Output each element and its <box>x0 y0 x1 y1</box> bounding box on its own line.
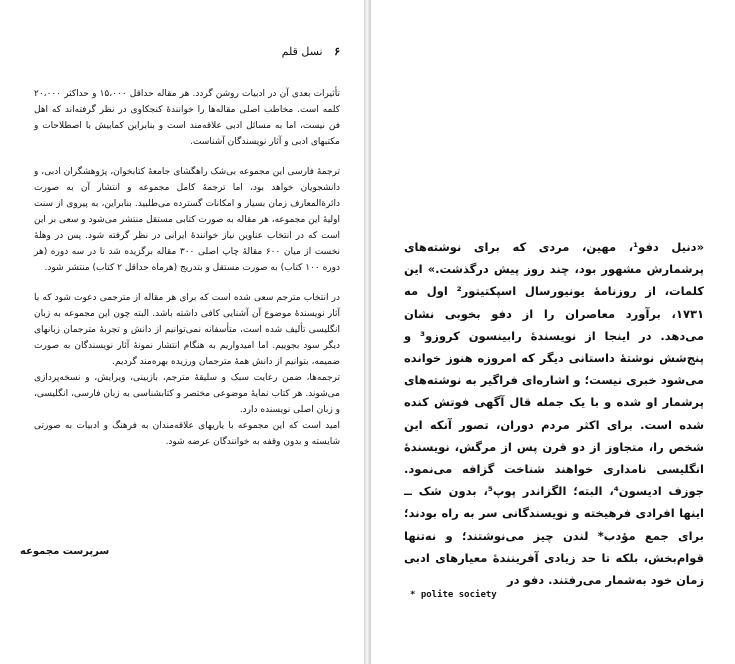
chapter-body <box>404 236 704 591</box>
editor-signature: سرپرست مجموعه <box>20 546 110 557</box>
running-head <box>276 45 340 58</box>
chapter-paragraph: «دنیل دفو¹، مهین، مردی که برای نوشته‌های پرشمارش مشهور بود، چند روز پیش درگذشت.» این کلمات، از روزنامهٔ یونیورسال اسپکتیتور² اول مه ۱۷۳۱، برآورد معاصران را از دفو بخوبی نشان می‌دهد. در اینجا از نویسندهٔ رابینسون کروزو³ و پنج‌شش نوشتهٔ داستانی دیگر که امروزه هنوز خوانده می‌شود خبری نیست؛ و اشاره‌ای فراگیر به نوشته‌های پرشمار او شده و با یک جمله قال آگهی فوتش کنده شده است. برای اکثر مردم دوران، تصور آنکه این شخص را، متجاوز از دو قرن پس از مرگش، نویسندهٔ انگلیسی نامداری خواهند شناخت گزافه می‌نمود. جوزف ادیسون⁴، البته؛ الگزاندر پوپ⁵، بدون شک ــ اینها افرادی فرهیخته و نویسندگانی سر به راه بودند؛ برای جمع مؤدب* لندن چیز می‌نوشتند؛ و نه‌تنها قوام‌بخش، بلکه تا حد زیادی آفرینندهٔ معیارهای ادبی زمان خود به‌شمار می‌رفتند. دفو در <box>404 240 705 588</box>
preface-paragraph: در انتخاب مترجم سعی شده است که برای هر مقاله از مترجمی دعوت شود که با آثار نویسندهٔ موضوع آن آشنایی کافی داشته باشد. البته چون این مجموعه به زبان انگلیسی تألیف شده است، متأسفانه نمی‌توانیم از دانش و تجربهٔ مترجمان زبانهای دیگر سود بجوییم. اما امیدواریم به هنگام انتشار نمونهٔ آثار نویسندگان به صورت ضمیمه، بتوانیم از دانش همهٔ مترجمان ورزیده بهره‌مند گردیم. <box>34 293 340 367</box>
preface-paragraph: تأثیرات بعدی آن در ادبیات روشن گردد. هر مقاله حداقل ۱۵،۰۰۰ و حداکثر ۲۰،۰۰۰ کلمه است. مخاطب اصلی مقاله‌ها را خوانندهٔ کنجکاوی در نظر گرفته‌اند که اهل فن نیست، اما به مسائل ادبی علاقه‌مند است و بنابراین کمابیش با اصطلاحات و مکتبهای ادبی و آثار نویسندگان آشناست. <box>34 89 340 147</box>
running-title: نسل قلم <box>281 45 323 58</box>
preface-paragraph: ترجمهٔ فارسی این مجموعه بی‌شک راهگشای جامعهٔ کتابخوان، پژوهشگران ادبی، و دانشجویان خواهد بود، اما ترجمهٔ کامل مجموعه و انتشار آن به صورت دائرةالمعارف زمان بسیار و امکانات گسترده می‌طلبید. بنابراین، به پیروی از سنت اولیهٔ این مجموعه، هر مقاله به صورت کتابی مستقل منتشر می‌شود و سعی بر این است که در انتخاب عناوین نیاز خوانندهٔ ایرانی در نظر گرفته شود. پس در وهلهٔ نخست از میان ۶۰۰ مقالهٔ چاپ اصلی ۳۰۰ مقاله برگزیده شد تا در سه دوره (هر دوره ۱۰۰ کتاب) به صورت مستقل و بتدریج (هرماه حداقل ۲ کتاب) منتشر شود. <box>34 167 341 273</box>
preface-paragraph: ترجمه‌ها، ضمن رعایت سبک و سلیقهٔ مترجم، بازبینی، ویرایش، و نسخه‌پردازی می‌شوند. هر کتاب نمایهٔ موضوعی مختصر و کتابشناسی به زبان فارسی، انگلیسی، و زبان اصلی نویسنده دارد. <box>34 373 340 415</box>
preface-paragraph: امید است که این مجموعه با یاریهای علاقه‌مندان به فرهنگ و ادبیات به صورتی شایسته و بدون وقفه به خوانندگان عرضه شود. <box>34 421 340 447</box>
page-number: ۶ <box>334 45 340 58</box>
preface-body <box>34 86 340 464</box>
footnote: * polite society <box>410 590 497 600</box>
